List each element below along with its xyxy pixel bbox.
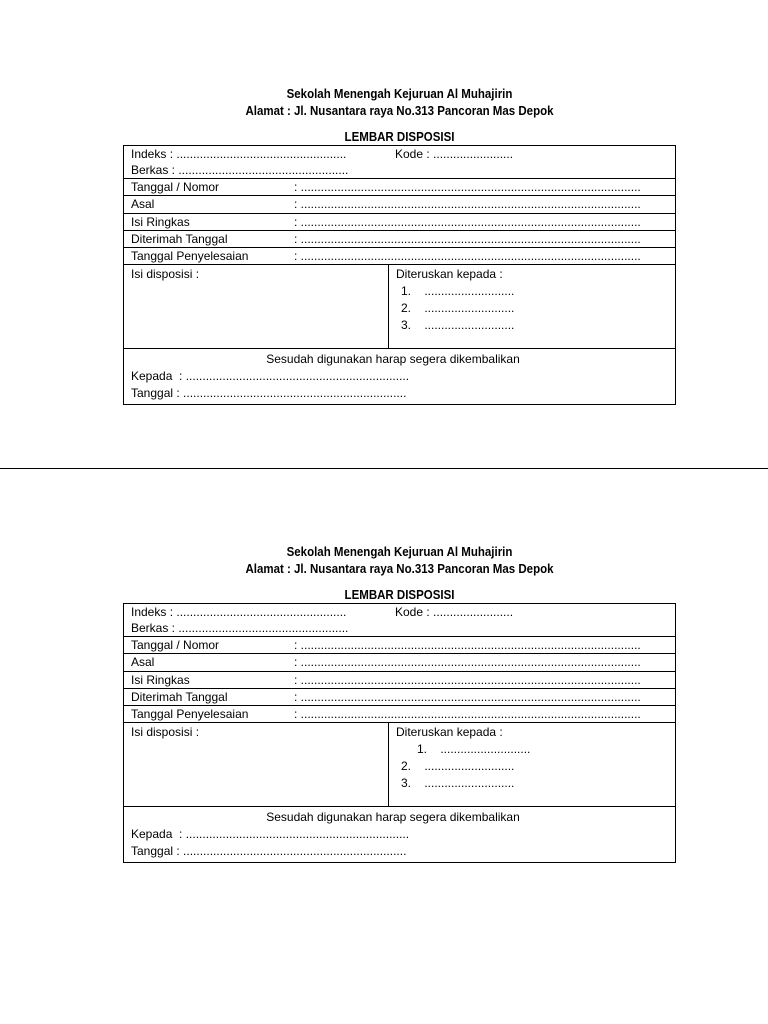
forward-item-2: 2. ........................... [401, 759, 515, 774]
field-row-isi-ringkas [124, 672, 675, 689]
field-value: : ...................................................................................................... [294, 214, 641, 229]
forwarded-to-section [389, 265, 675, 348]
field-row-tanggal-nomor [124, 637, 675, 654]
field-row-tanggal-penyelesaian [124, 248, 675, 265]
isi-disposisi-label: Isi disposisi : [124, 265, 389, 348]
field-value: : ...................................................................................................... [294, 672, 641, 687]
isi-disposisi-label: Isi disposisi : [124, 723, 389, 806]
field-label: Diterimah Tanggal [131, 232, 228, 247]
kepada-field: Kepada : ................................................................... [131, 827, 410, 842]
field-label: Asal [131, 655, 155, 670]
disposition-section [124, 265, 675, 349]
field-label: Tanggal Penyelesaian [131, 707, 249, 722]
form-title: LEMBAR DISPOSISI [344, 588, 455, 602]
forward-item-3: 3. ........................... [401, 318, 515, 333]
field-value: : ...................................................................................................... [294, 197, 641, 212]
disposition-form-1 [123, 86, 676, 405]
school-address: Alamat : Jl. Nusantara raya No.313 Pancoran Mas Depok [245, 562, 554, 576]
school-name: Sekolah Menengah Kejuruan Al Muhajirin [286, 87, 513, 101]
berkas-field: Berkas : ................................................... [131, 621, 349, 635]
field-value: : ...................................................................................................... [294, 249, 641, 264]
field-row-tanggal-nomor [124, 179, 675, 196]
kepada-field: Kepada : ................................................................... [131, 369, 410, 384]
field-row-asal [124, 654, 675, 671]
form-frame [123, 145, 676, 405]
field-row-isi-ringkas [124, 214, 675, 231]
field-row-tanggal-penyelesaian [124, 706, 675, 723]
form-title: LEMBAR DISPOSISI [344, 130, 455, 144]
return-section [124, 807, 675, 862]
return-note: Sesudah digunakan harap segera dikembalikan [266, 810, 520, 825]
forwarded-to-section [389, 723, 675, 806]
field-label: Isi Ringkas [131, 214, 190, 229]
field-label: Asal [131, 197, 155, 212]
diteruskan-label: Diteruskan kepada : [396, 267, 503, 282]
field-value: : ...................................................................................................... [294, 180, 641, 195]
school-name: Sekolah Menengah Kejuruan Al Muhajirin [286, 545, 513, 559]
field-label: Tanggal Penyelesaian [131, 249, 249, 264]
kode-field: Kode : ........................ [395, 147, 514, 161]
school-address: Alamat : Jl. Nusantara raya No.313 Pancoran Mas Depok [245, 104, 554, 118]
field-value: : ...................................................................................................... [294, 232, 641, 247]
tanggal-field: Tanggal : ................................................................... [131, 386, 407, 401]
forward-item-1: 1. ........................... [417, 742, 531, 757]
field-label: Tanggal / Nomor [131, 638, 220, 653]
field-row-asal [124, 196, 675, 213]
field-row-diterimah-tanggal [124, 689, 675, 706]
diteruskan-label: Diteruskan kepada : [396, 725, 503, 740]
indeks-berkas-row [124, 604, 675, 637]
tanggal-field: Tanggal : ................................................................... [131, 844, 407, 859]
berkas-field: Berkas : ................................................... [131, 163, 349, 177]
field-row-diterimah-tanggal [124, 231, 675, 248]
field-value: : ...................................................................................................... [294, 655, 641, 670]
return-note: Sesudah digunakan harap segera dikembalikan [266, 352, 520, 367]
form-frame [123, 603, 676, 863]
forward-item-3: 3. ........................... [401, 776, 515, 791]
indeks-field: Indeks : ................................................... [131, 605, 347, 619]
disposition-form-2 [123, 544, 676, 863]
forward-item-2: 2. ........................... [401, 301, 515, 316]
field-value: : ...................................................................................................... [294, 638, 641, 653]
indeks-berkas-row [124, 146, 675, 179]
field-label: Isi Ringkas [131, 672, 190, 687]
forward-item-1: 1. ........................... [401, 284, 515, 299]
field-label: Tanggal / Nomor [131, 180, 220, 195]
field-value: : ...................................................................................................... [294, 707, 641, 722]
disposition-section [124, 723, 675, 807]
cut-line [0, 468, 768, 469]
field-value: : ...................................................................................................... [294, 690, 641, 705]
return-section [124, 349, 675, 404]
indeks-field: Indeks : ................................................... [131, 147, 347, 161]
kode-field: Kode : ........................ [395, 605, 514, 619]
field-label: Diterimah Tanggal [131, 690, 228, 705]
